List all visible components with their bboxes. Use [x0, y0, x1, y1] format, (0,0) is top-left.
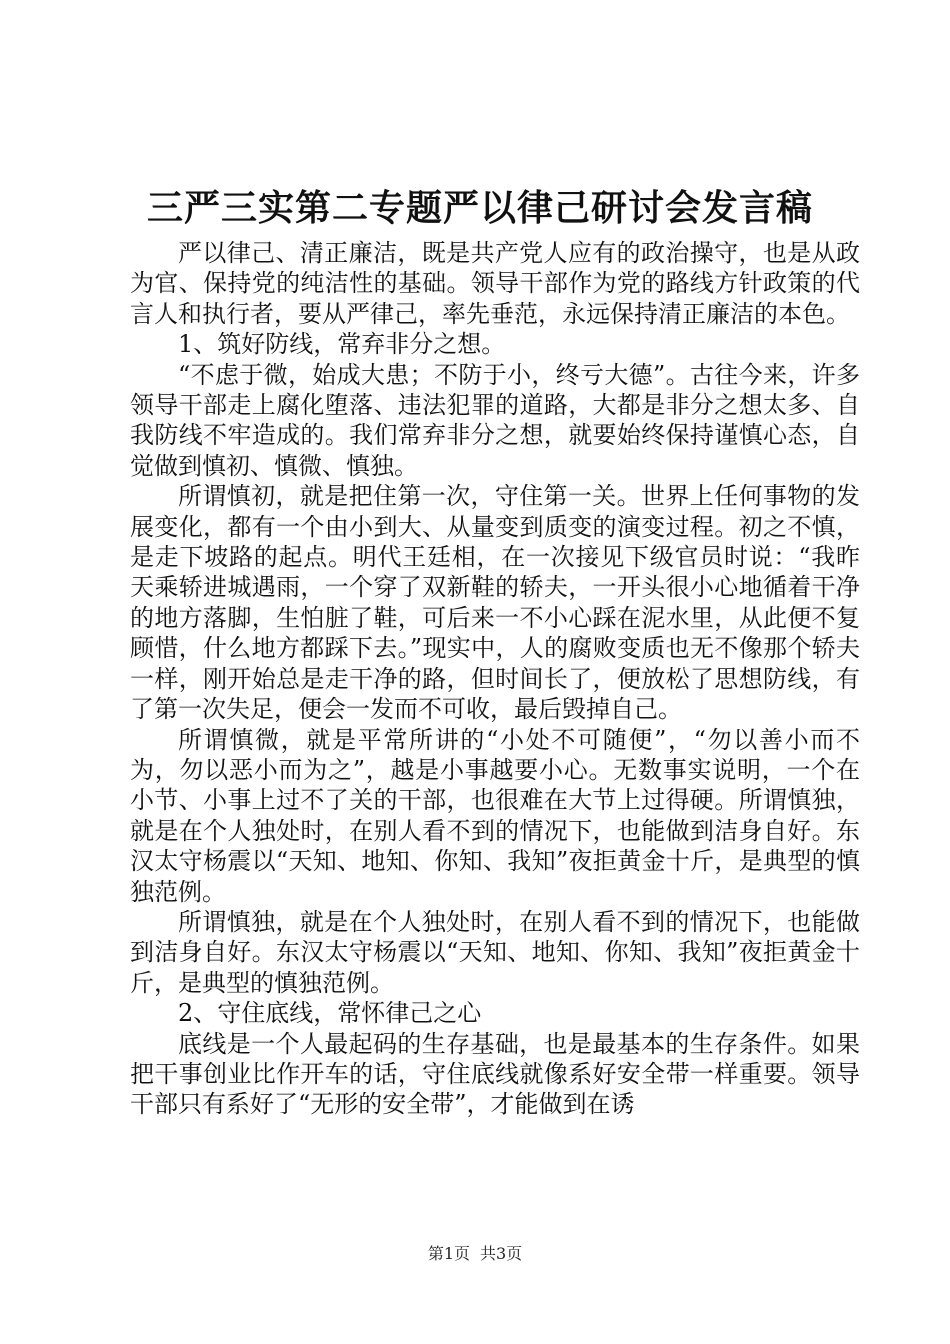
paragraph: 严以律己、清正廉洁，既是共产党人应有的政治操守，也是从政为官、保持党的纯洁性的基础。领导干部作为党的路线方针政策的代言人和执行者，要从严律己，率先垂范，永远保持清正廉洁的本色。 — [130, 239, 860, 328]
document-body — [130, 238, 860, 1120]
page-footer — [0, 1242, 950, 1266]
page-number: 第1页 — [427, 1244, 470, 1263]
document-title: 三严三实第二专题严以律己研讨会发言稿 — [146, 187, 813, 229]
paragraph: 底线是一个人最起码的生存基础，也是最基本的生存条件。如果把干事创业比作开车的话，守住底线就像系好安全带一样重要。领导干部只有系好了“无形的安全带”，才能做到在诱 — [130, 1029, 860, 1119]
paragraph: 所谓慎初，就是把住第一次，守住第一关。世界上任何事物的发展变化，都有一个由小到大、从量变到质变的演变过程。初之不慎，是走下坡路的起点。明代王廷相，在一次接见下级官员时说：“我昨天乘轿进城遇雨，一个穿了双新鞋的轿夫，一开头很小心地循着干净的地方落脚，生怕脏了鞋，可后来一不小心踩在泥水里，从此便不复顾惜，什么地方都踩下去。”现实中，人的腐败变质也无不像那个轿夫一样，刚开始总是走干净的路，但时间长了，便放松了思想防线，有了第一次失足，便会一发而不可收，最后毁掉自己。 — [130, 482, 860, 724]
paragraph: 所谓慎微，就是平常所讲的“小处不可随便”，“勿以善小而不为，勿以恶小而为之”，越是小事越要小心。无数事实说明，一个在小节、小事上过不了关的干部，也很难在大节上过得硬。所谓慎独，就是在个人独处时，在别人看不到的情况下，也能做到洁身自好。东汉太守杨震以“天知、地知、你知、我知”夜拒黄金十斤，是典型的慎独范例。 — [130, 725, 860, 906]
section-heading: 1、筑好防线，常弃非分之想。 — [178, 330, 506, 359]
paragraph: “不虑于微，始成大患；不防于小，终亏大德”。古往今来，许多领导干部走上腐化堕落、违法犯罪的道路，大都是非分之想太多、自我防线不牢造成的。我们常弃非分之想，就要始终保持谨慎心态，自觉做到慎初、慎微、慎独。 — [130, 360, 860, 480]
page-total: 共3页 — [480, 1244, 523, 1263]
paragraph: 所谓慎独，就是在个人独处时，在别人看不到的情况下，也能做到洁身自好。东汉太守杨震以“天知、地知、你知、我知”夜拒黄金十斤，是典型的慎独范例。 — [130, 907, 860, 997]
section-heading: 2、守住底线，常怀律己之心 — [178, 999, 482, 1028]
